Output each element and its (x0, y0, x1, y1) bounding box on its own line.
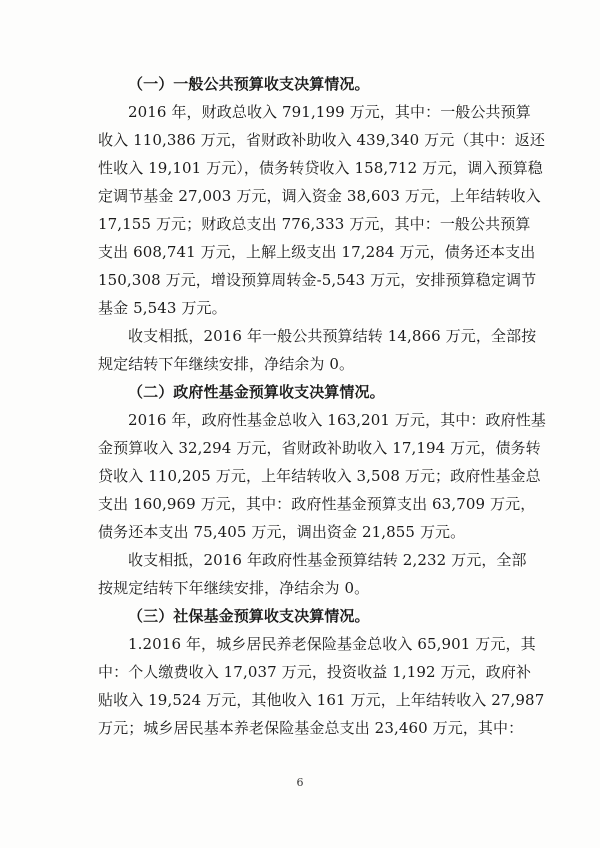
text-line: 17,155 万元；财政总支出 776,333 万元，其中：一般公共预算 (98, 215, 531, 233)
text-line: 规定结转下年继续安排，净结余为 0。 (98, 355, 355, 373)
text-line: 金预算收入 32,294 万元，省财政补助收入 17,194 万元，债务转 (98, 439, 541, 457)
text-line: 按规定结转下年继续安排，净结余为 0。 (98, 579, 370, 597)
text-line: 收支相抵，2016 年一般公共预算结转 14,866 万元，全部按 (128, 327, 537, 345)
text-line: 债务还本支出 75,405 万元，调出资金 21,855 万元。 (98, 523, 466, 541)
text-line: 支出 608,741 万元，上解上级支出 17,284 万元，债务还本支出 (98, 243, 536, 261)
text-line: 支出 160,969 万元，其中：政府性基金预算支出 63,709 万元， (98, 495, 536, 513)
section-heading-1: （一）一般公共预算收支决算情况。 (128, 75, 370, 93)
text-line: 定调节基金 27,003 万元，调入资金 38,603 万元，上年结转收入 (98, 187, 541, 205)
body-text (98, 70, 546, 742)
text-line: 性收入 19,101 万元），债务转贷收入 158,712 万元，调入预算稳 (98, 159, 543, 177)
text-line: 2016 年，财政总收入 791,199 万元，其中：一般公共预算 (128, 103, 531, 121)
text-line: 2016 年，政府性基金总收入 163,201 万元，其中：政府性基 (128, 411, 546, 429)
text-line: 1.2016 年，城乡居民养老保险基金总收入 65,901 万元，其 (128, 635, 536, 653)
section-heading-2: （二）政府性基金预算收支决算情况。 (128, 383, 385, 401)
text-line: 收支相抵，2016 年政府性基金预算结转 2,232 万元，全部 (128, 551, 527, 569)
text-line: 收入 110,386 万元，省财政补助收入 439,340 万元（其中：返还 (98, 131, 545, 149)
text-line: 中：个人缴费收入 17,037 万元，投资收益 1,192 万元，政府补 (98, 663, 532, 681)
text-line: 贴收入 19,524 万元，其他收入 161 万元，上年结转收入 27,987 (98, 691, 545, 709)
page-number: 6 (296, 776, 304, 789)
text-line: 基金 5,543 万元。 (98, 299, 227, 317)
text-line: 贷收入 110,205 万元，上年结转收入 3,508 万元；政府性基金总 (98, 467, 541, 485)
text-line: 万元；城乡居民基本养老保险基金总支出 23,460 万元，其中： (98, 719, 524, 737)
text-line: 150,308 万元，增设预算周转金-5,543 万元，安排预算稳定调节 (98, 271, 537, 289)
section-heading-3: （三）社保基金预算收支决算情况。 (128, 607, 370, 625)
